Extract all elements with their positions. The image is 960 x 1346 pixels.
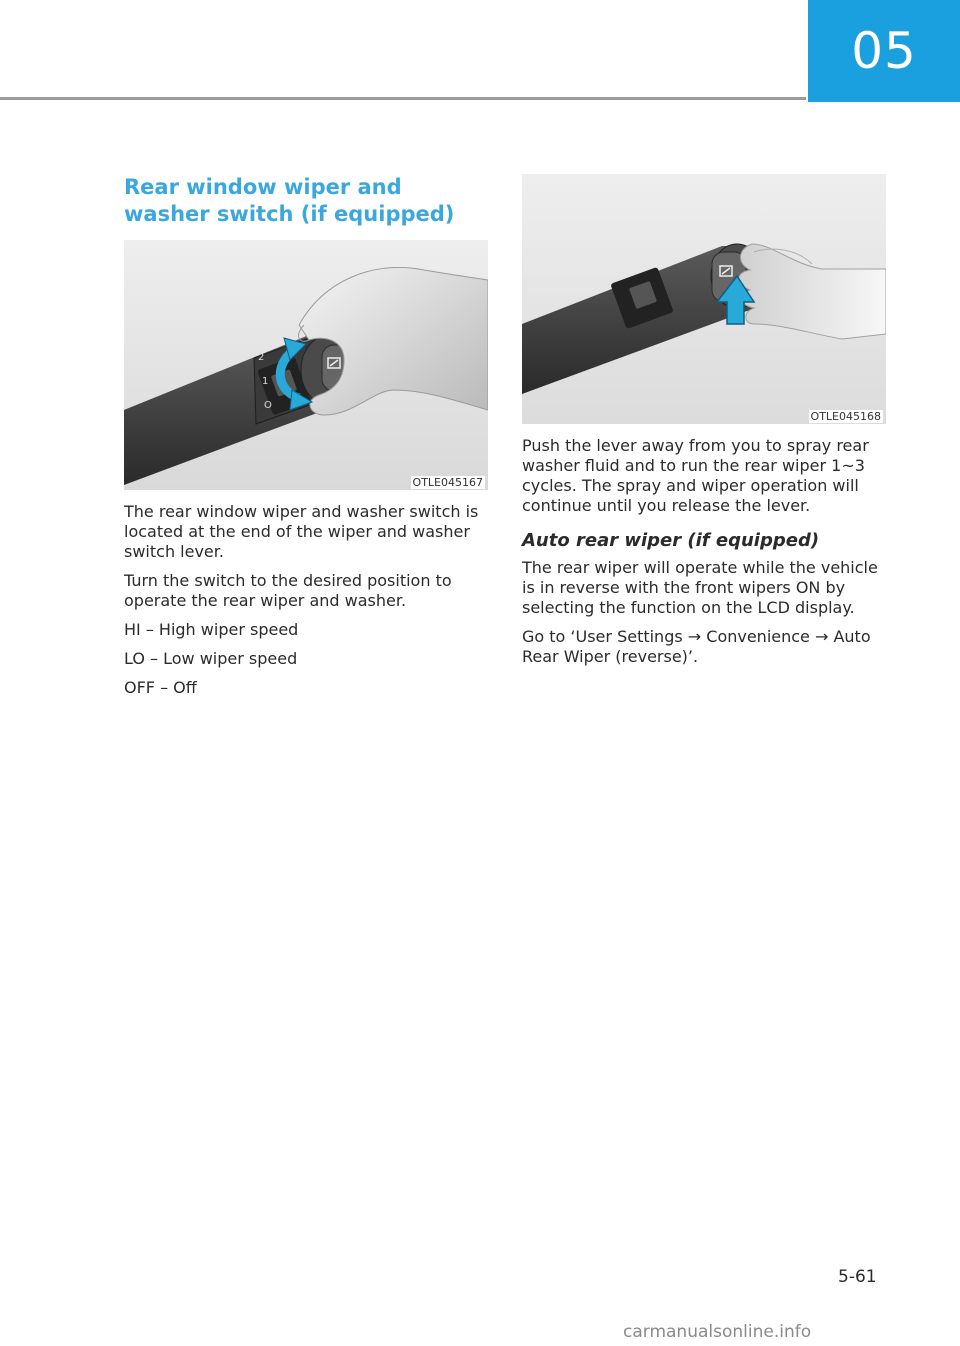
watermark: carmanualsonline.info xyxy=(623,1322,812,1342)
header-rule xyxy=(0,97,806,100)
position-1-label: 1 xyxy=(262,376,269,387)
chapter-tab: 05 xyxy=(808,0,960,102)
figure-code: OTLE045167 xyxy=(412,476,483,489)
figure-code: OTLE045168 xyxy=(810,410,881,423)
list-item-off: OFF – Off xyxy=(124,678,197,697)
paragraph-location: The rear window wiper and washer switch is located at the end of the wiper and washer switch lever. xyxy=(124,502,479,561)
position-2-label: 2 xyxy=(258,352,265,363)
paragraph-operate: Turn the switch to the desired position to operate the rear wiper and washer. xyxy=(124,571,452,610)
paragraph-auto-rear-wiper: The rear wiper will operate while the vehicle is in reverse with the front wipers ON by selecting the function on the LCD display. xyxy=(522,558,878,617)
wiper-lever-push-illustration xyxy=(522,174,886,424)
paragraph-push-lever: Push the lever away from you to spray rear washer fluid and to run the rear wiper 1~3 cycles. The spray and wiper operation will continue until you release the lever. xyxy=(522,436,869,515)
paragraph-user-settings: Go to ‘User Settings → Convenience → Auto Rear Wiper (reverse)’. xyxy=(522,627,871,666)
right-column xyxy=(522,174,886,676)
position-off-label: O xyxy=(264,400,272,411)
page-number: 5-61 xyxy=(838,1267,877,1287)
wiper-lever-rotate-illustration xyxy=(124,240,488,490)
section-title: Rear window wiper and washer switch (if equipped) xyxy=(124,175,455,226)
subheading-auto-rear-wiper: Auto rear wiper (if equipped) xyxy=(522,530,820,551)
figure-rotate-switch xyxy=(124,240,488,490)
figure-push-lever xyxy=(522,174,886,424)
list-item-lo: LO – Low wiper speed xyxy=(124,649,298,668)
left-column xyxy=(124,174,488,707)
list-item-hi: HI – High wiper speed xyxy=(124,620,299,639)
